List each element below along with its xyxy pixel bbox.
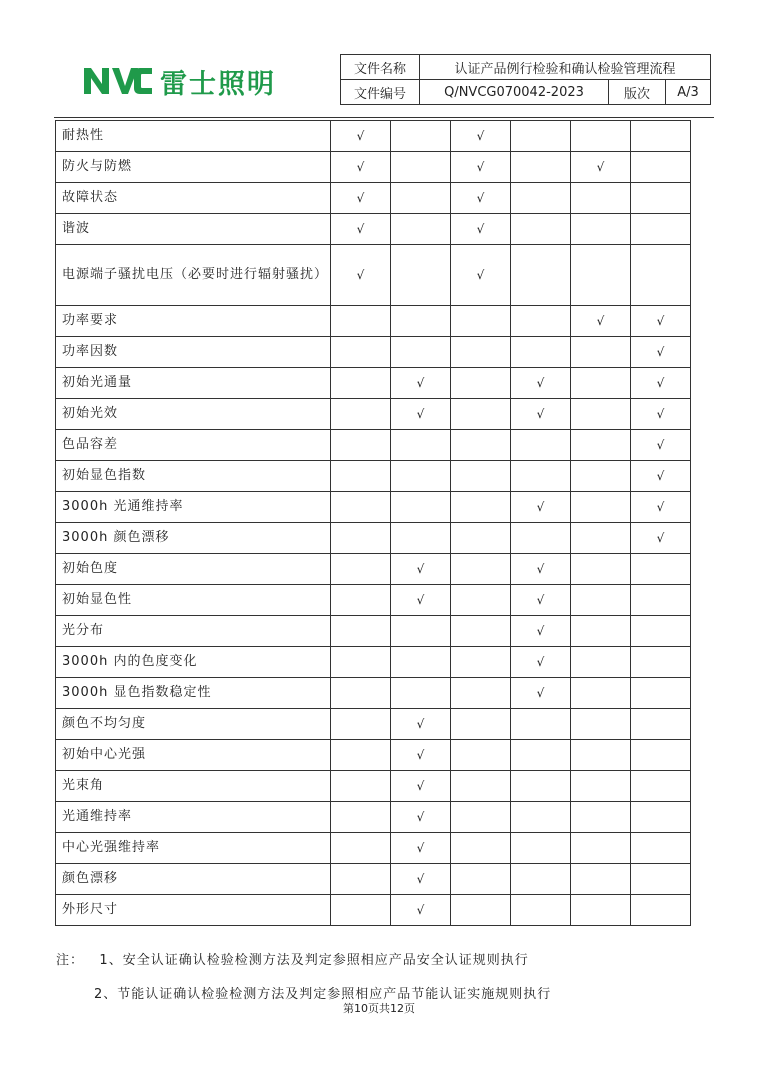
empty-cell: [511, 183, 571, 214]
check-mark-cell: √: [631, 368, 691, 399]
empty-cell: [511, 152, 571, 183]
empty-cell: [511, 523, 571, 554]
empty-cell: [631, 647, 691, 678]
check-mark-cell: √: [511, 399, 571, 430]
empty-cell: [511, 833, 571, 864]
note-text-2: 2、节能认证确认检验检测方法及判定参照相应产品节能认证实施规则执行: [94, 987, 552, 1002]
nvc-logo-icon: [82, 66, 154, 96]
empty-cell: [451, 523, 511, 554]
empty-cell: [451, 678, 511, 709]
check-mark-cell: √: [391, 895, 451, 926]
empty-cell: [451, 492, 511, 523]
empty-cell: [571, 740, 631, 771]
empty-cell: [631, 121, 691, 152]
empty-cell: [571, 895, 631, 926]
inspection-item: 3000h 内的色度变化: [56, 647, 331, 678]
inspection-item: 耐热性: [56, 121, 331, 152]
empty-cell: [631, 740, 691, 771]
check-mark-cell: √: [631, 399, 691, 430]
inspection-item: 3000h 光通维持率: [56, 492, 331, 523]
empty-cell: [451, 430, 511, 461]
empty-cell: [571, 214, 631, 245]
empty-cell: [451, 616, 511, 647]
empty-cell: [451, 895, 511, 926]
empty-cell: [511, 461, 571, 492]
empty-cell: [331, 771, 391, 802]
doc-code-label: 文件编号: [341, 80, 420, 105]
empty-cell: [331, 492, 391, 523]
check-mark-cell: √: [331, 121, 391, 152]
table-row: [56, 864, 691, 895]
check-mark-cell: √: [631, 461, 691, 492]
doc-version-value: A/3: [666, 80, 711, 105]
table-row: [56, 306, 691, 337]
inspection-item: 外形尺寸: [56, 895, 331, 926]
check-mark-cell: √: [391, 399, 451, 430]
table-row: [56, 740, 691, 771]
empty-cell: [511, 121, 571, 152]
inspection-item: 功率要求: [56, 306, 331, 337]
empty-cell: [571, 461, 631, 492]
inspection-item: 色品容差: [56, 430, 331, 461]
empty-cell: [331, 337, 391, 368]
empty-cell: [511, 430, 571, 461]
table-row: [56, 647, 691, 678]
table-row: [56, 245, 691, 306]
check-mark-cell: √: [631, 430, 691, 461]
empty-cell: [571, 647, 631, 678]
check-mark-cell: √: [391, 833, 451, 864]
empty-cell: [331, 585, 391, 616]
inspection-items-table: [55, 120, 691, 926]
empty-cell: [391, 523, 451, 554]
empty-cell: [331, 368, 391, 399]
empty-cell: [331, 616, 391, 647]
empty-cell: [571, 802, 631, 833]
table-row: [56, 152, 691, 183]
empty-cell: [331, 399, 391, 430]
empty-cell: [511, 740, 571, 771]
check-mark-cell: √: [451, 214, 511, 245]
table-row: [56, 771, 691, 802]
empty-cell: [451, 771, 511, 802]
empty-cell: [631, 833, 691, 864]
empty-cell: [571, 771, 631, 802]
empty-cell: [511, 214, 571, 245]
empty-cell: [331, 740, 391, 771]
note-text-1: 1、安全认证确认检验检测方法及判定参照相应产品安全认证规则执行: [99, 953, 529, 968]
table-row: [56, 399, 691, 430]
table-row: [56, 585, 691, 616]
table-row: [56, 214, 691, 245]
inspection-item: 光分布: [56, 616, 331, 647]
empty-cell: [331, 802, 391, 833]
inspection-item: 谐波: [56, 214, 331, 245]
table-row: [56, 523, 691, 554]
check-mark-cell: √: [511, 647, 571, 678]
inspection-item: 初始显色指数: [56, 461, 331, 492]
empty-cell: [331, 678, 391, 709]
check-mark-cell: √: [391, 771, 451, 802]
empty-cell: [391, 152, 451, 183]
inspection-item: 防火与防燃: [56, 152, 331, 183]
empty-cell: [331, 554, 391, 585]
check-mark-cell: √: [571, 152, 631, 183]
empty-cell: [391, 492, 451, 523]
check-mark-cell: √: [391, 864, 451, 895]
check-mark-cell: √: [331, 214, 391, 245]
empty-cell: [451, 864, 511, 895]
empty-cell: [451, 740, 511, 771]
empty-cell: [391, 647, 451, 678]
check-mark-cell: √: [511, 616, 571, 647]
inspection-item: 初始色度: [56, 554, 331, 585]
empty-cell: [331, 461, 391, 492]
check-mark-cell: √: [511, 678, 571, 709]
table-row: [56, 678, 691, 709]
empty-cell: [571, 430, 631, 461]
doc-name-label: 文件名称: [341, 55, 420, 80]
inspection-item: 初始光通量: [56, 368, 331, 399]
check-mark-cell: √: [391, 802, 451, 833]
inspection-item: 初始显色性: [56, 585, 331, 616]
check-mark-cell: √: [631, 523, 691, 554]
empty-cell: [451, 802, 511, 833]
empty-cell: [391, 430, 451, 461]
inspection-item: 初始光效: [56, 399, 331, 430]
empty-cell: [571, 368, 631, 399]
empty-cell: [511, 771, 571, 802]
empty-cell: [451, 461, 511, 492]
check-mark-cell: √: [331, 245, 391, 306]
table-row: [56, 895, 691, 926]
check-mark-cell: √: [391, 740, 451, 771]
empty-cell: [631, 183, 691, 214]
empty-cell: [511, 864, 571, 895]
empty-cell: [331, 430, 391, 461]
table-row: [56, 492, 691, 523]
empty-cell: [451, 647, 511, 678]
empty-cell: [571, 833, 631, 864]
check-mark-cell: √: [511, 368, 571, 399]
check-mark-cell: √: [631, 337, 691, 368]
check-mark-cell: √: [391, 585, 451, 616]
table-row: [56, 430, 691, 461]
table-row: [56, 802, 691, 833]
empty-cell: [511, 245, 571, 306]
table-row: [56, 709, 691, 740]
company-logo: [82, 64, 276, 98]
inspection-item: 光束角: [56, 771, 331, 802]
empty-cell: [331, 306, 391, 337]
empty-cell: [391, 678, 451, 709]
empty-cell: [391, 616, 451, 647]
empty-cell: [331, 833, 391, 864]
empty-cell: [451, 554, 511, 585]
empty-cell: [631, 709, 691, 740]
empty-cell: [571, 678, 631, 709]
empty-cell: [631, 152, 691, 183]
empty-cell: [391, 214, 451, 245]
table-row: [56, 121, 691, 152]
inspection-item: 故障状态: [56, 183, 331, 214]
inspection-item: 功率因数: [56, 337, 331, 368]
brand-name: 雷士照明: [160, 68, 276, 100]
check-mark-cell: √: [451, 121, 511, 152]
table-row: [56, 183, 691, 214]
empty-cell: [391, 183, 451, 214]
inspection-item: 光通维持率: [56, 802, 331, 833]
empty-cell: [451, 709, 511, 740]
empty-cell: [391, 461, 451, 492]
empty-cell: [511, 802, 571, 833]
check-mark-cell: √: [331, 152, 391, 183]
empty-cell: [391, 337, 451, 368]
inspection-item: 电源端子骚扰电压（必要时进行辐射骚扰）: [56, 245, 331, 306]
empty-cell: [451, 306, 511, 337]
check-mark-cell: √: [511, 554, 571, 585]
empty-cell: [631, 678, 691, 709]
document-header-table: [340, 54, 711, 105]
empty-cell: [451, 833, 511, 864]
check-mark-cell: √: [391, 368, 451, 399]
empty-cell: [511, 337, 571, 368]
page-number: 第10页共12页: [343, 1002, 415, 1015]
empty-cell: [631, 895, 691, 926]
table-row: [56, 616, 691, 647]
check-mark-cell: √: [391, 554, 451, 585]
empty-cell: [331, 864, 391, 895]
empty-cell: [631, 214, 691, 245]
empty-cell: [571, 399, 631, 430]
empty-cell: [571, 492, 631, 523]
check-mark-cell: √: [571, 306, 631, 337]
empty-cell: [631, 864, 691, 895]
check-mark-cell: √: [451, 245, 511, 306]
doc-name-value: 认证产品例行检验和确认检验管理流程: [420, 55, 711, 80]
empty-cell: [451, 337, 511, 368]
empty-cell: [511, 306, 571, 337]
doc-code-value: Q/NVCG070042-2023: [420, 80, 609, 105]
check-mark-cell: √: [391, 709, 451, 740]
empty-cell: [571, 616, 631, 647]
empty-cell: [631, 616, 691, 647]
inspection-item: 3000h 颜色漂移: [56, 523, 331, 554]
empty-cell: [571, 337, 631, 368]
inspection-item: 颜色不均匀度: [56, 709, 331, 740]
empty-cell: [511, 895, 571, 926]
empty-cell: [571, 121, 631, 152]
empty-cell: [571, 523, 631, 554]
empty-cell: [571, 245, 631, 306]
empty-cell: [331, 895, 391, 926]
inspection-item: 3000h 显色指数稳定性: [56, 678, 331, 709]
empty-cell: [391, 121, 451, 152]
table-row: [56, 337, 691, 368]
check-mark-cell: √: [631, 492, 691, 523]
notes-prefix: 注：: [56, 953, 85, 968]
empty-cell: [631, 771, 691, 802]
empty-cell: [451, 585, 511, 616]
check-mark-cell: √: [331, 183, 391, 214]
header-divider: [54, 117, 714, 118]
check-mark-cell: √: [451, 183, 511, 214]
table-row: [56, 461, 691, 492]
empty-cell: [331, 709, 391, 740]
inspection-item: 初始中心光强: [56, 740, 331, 771]
table-row: [56, 368, 691, 399]
doc-version-label: 版次: [609, 80, 666, 105]
empty-cell: [571, 554, 631, 585]
inspection-item: 颜色漂移: [56, 864, 331, 895]
table-row: [56, 554, 691, 585]
empty-cell: [511, 709, 571, 740]
check-mark-cell: √: [631, 306, 691, 337]
empty-cell: [631, 802, 691, 833]
empty-cell: [631, 245, 691, 306]
table-row: [56, 833, 691, 864]
empty-cell: [451, 368, 511, 399]
check-mark-cell: √: [511, 492, 571, 523]
note-line-1: [56, 944, 551, 978]
empty-cell: [331, 523, 391, 554]
check-mark-cell: √: [511, 585, 571, 616]
empty-cell: [391, 245, 451, 306]
empty-cell: [631, 554, 691, 585]
empty-cell: [571, 585, 631, 616]
check-mark-cell: √: [451, 152, 511, 183]
empty-cell: [331, 647, 391, 678]
empty-cell: [451, 399, 511, 430]
empty-cell: [631, 585, 691, 616]
empty-cell: [571, 709, 631, 740]
empty-cell: [571, 864, 631, 895]
empty-cell: [391, 306, 451, 337]
empty-cell: [571, 183, 631, 214]
inspection-item: 中心光强维持率: [56, 833, 331, 864]
